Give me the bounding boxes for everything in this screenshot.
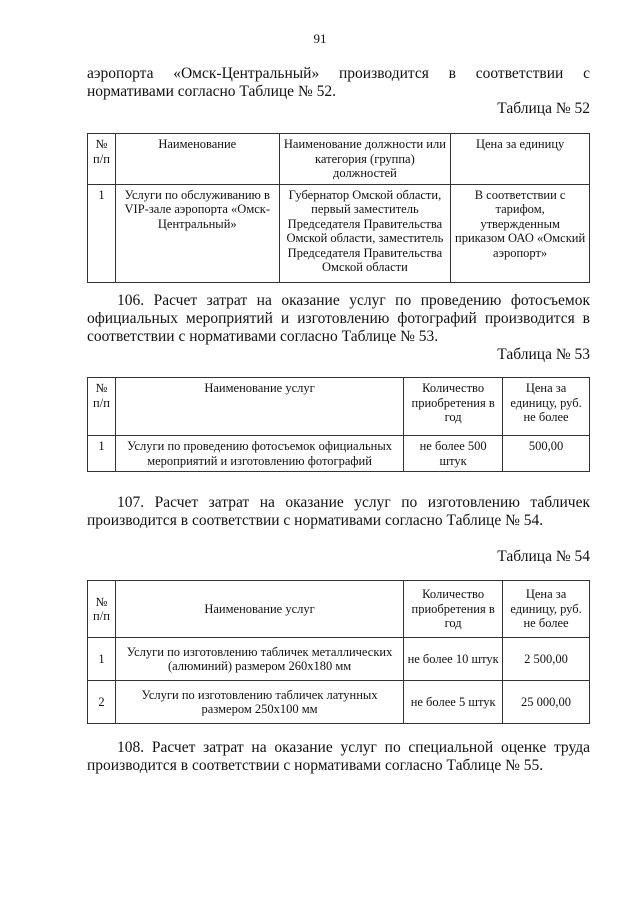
table52 xyxy=(87,133,590,283)
table53-header-quantity: Количество приобретения в год xyxy=(404,378,503,436)
table53-caption: Таблица № 53 xyxy=(497,346,590,363)
table52-header-row xyxy=(88,134,590,185)
table53-cell: 500,00 xyxy=(503,436,590,472)
table53-cell: Услуги по проведению фотосъемок официальных мероприятий и изготовлению фотографий xyxy=(115,436,403,472)
table53-header-number: № п/п xyxy=(88,378,116,436)
table52-cell: Услуги по обслуживанию в VIP-зале аэропорта «Омск-Центральный» xyxy=(115,184,279,282)
table53-cell: не более 500 штук xyxy=(404,436,503,472)
table53-header-name: Наименование услуг xyxy=(115,378,403,436)
table53-header-row xyxy=(88,378,590,436)
paragraph-106: 106. Расчет затрат на оказание услуг по проведению фотосъемок официальных мероприятий и изготовлению фотографий производится в соответствии с нормативами согласно Таблице № 53. xyxy=(87,292,590,345)
table53-cell: 1 xyxy=(88,436,116,472)
table54-header-name: Наименование услуг xyxy=(115,581,403,638)
intro-paragraph: аэропорта «Омск-Центральный» производится в соответствии с нормативами согласно Таблице № 52. xyxy=(87,65,590,100)
table54-header-row xyxy=(88,581,590,638)
table54-header-quantity: Количество приобретения в год xyxy=(404,581,503,638)
table54-caption: Таблица № 54 xyxy=(497,548,590,565)
table54-cell: 2 xyxy=(88,681,116,724)
table54-cell: не более 5 штук xyxy=(404,681,503,724)
table52-cell: В соответствии с тарифом, утвержденным приказом ОАО «Омский аэропорт» xyxy=(451,184,590,282)
paragraph-108: 108. Расчет затрат на оказание услуг по специальной оценке труда производится в соответствии с нормативами согласно Таблице № 55. xyxy=(87,739,590,774)
table53-header-price: Цена за единицу, руб. не более xyxy=(503,378,590,436)
table52-caption: Таблица № 52 xyxy=(497,100,590,117)
table52-cell: Губернатор Омской области, первый заместитель Председателя Правительства Омской области, заместитель Председателя Правительства Омской области xyxy=(279,184,451,282)
page-number: 91 xyxy=(313,31,327,46)
table52-header-name: Наименование xyxy=(115,134,279,185)
table53 xyxy=(87,377,590,472)
table-row xyxy=(88,436,590,472)
table-row xyxy=(88,184,590,282)
paragraph-107: 107. Расчет затрат на оказание услуг по изготовлению табличек производится в соответствии с нормативами согласно Таблице № 54. xyxy=(87,494,590,529)
table-row xyxy=(88,638,590,681)
table52-header-position: Наименование должности или категория (группа) должностей xyxy=(279,134,451,185)
table54-cell: 1 xyxy=(88,638,116,681)
table54-cell: 2 500,00 xyxy=(503,638,590,681)
table54-header-number: № п/п xyxy=(88,581,116,638)
table54-cell: не более 10 штук xyxy=(404,638,503,681)
table52-cell: 1 xyxy=(88,184,116,282)
table54 xyxy=(87,580,590,724)
table54-cell: Услуги по изготовлению табличек металлических (алюминий) размером 260х180 мм xyxy=(115,638,403,681)
table54-cell: Услуги по изготовлению табличек латунных размером 250х100 мм xyxy=(115,681,403,724)
table54-cell: 25 000,00 xyxy=(503,681,590,724)
table52-header-number: № п/п xyxy=(88,134,116,185)
table-row xyxy=(88,681,590,724)
table54-header-price: Цена за единицу, руб. не более xyxy=(503,581,590,638)
table52-header-price: Цена за единицу xyxy=(451,134,590,185)
